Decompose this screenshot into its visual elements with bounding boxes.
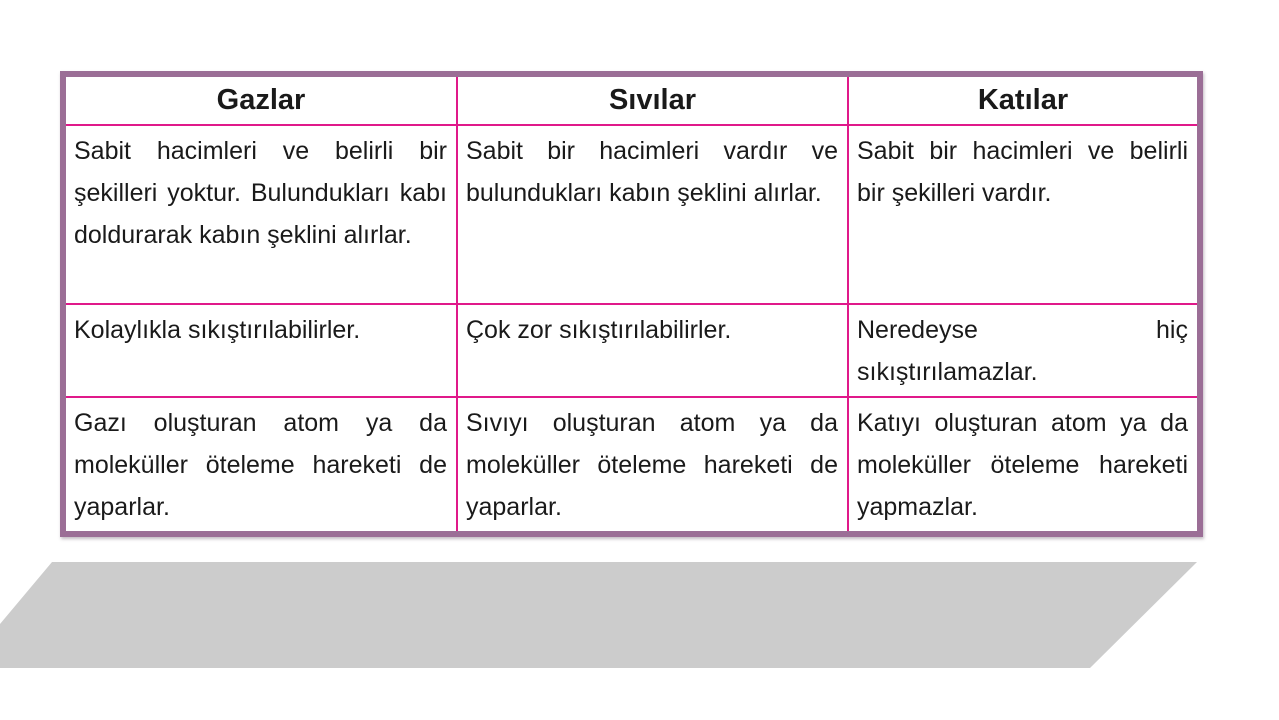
header-katilar: Katılar (848, 77, 1197, 125)
table-row (66, 397, 1197, 531)
cell-sivilar-compressibility: Çok zor sıkıştırılabilirler. (457, 304, 848, 397)
table-frame (60, 71, 1203, 537)
cell-sivilar-volume-shape: Sabit bir hacimleri vardır ve bulundukları kabın şeklini alırlar. (457, 125, 848, 304)
table-row (66, 125, 1197, 304)
cell-gazlar-volume-shape: Sabit hacimleri ve belirli bir şekilleri yoktur. Bulundukları kabı doldurarak kabın şeklini alırlar. (66, 125, 457, 304)
cell-katilar-motion: Katıyı oluşturan atom ya da moleküller öteleme hareketi yapmazlar. (848, 397, 1197, 531)
shadow-parallelogram (0, 562, 1197, 668)
cell-katilar-volume-shape: Sabit bir hacimleri ve belirli bir şekilleri vardır. (848, 125, 1197, 304)
cell-gazlar-motion: Gazı oluşturan atom ya da moleküller öteleme hareketi de yaparlar. (66, 397, 457, 531)
cell-gazlar-compressibility: Kolaylıkla sıkıştırılabilirler. (66, 304, 457, 397)
cell-katilar-compressibility: Neredeyse hiç sıkıştırılamazlar. (848, 304, 1197, 397)
states-of-matter-table (66, 77, 1197, 531)
cell-sivilar-motion: Sıvıyı oluşturan atom ya da moleküller öteleme hareketi de yaparlar. (457, 397, 848, 531)
header-gazlar: Gazlar (66, 77, 457, 125)
table-header-row (66, 77, 1197, 125)
header-sivilar: Sıvılar (457, 77, 848, 125)
table-shadow (0, 560, 1279, 670)
table-row (66, 304, 1197, 397)
